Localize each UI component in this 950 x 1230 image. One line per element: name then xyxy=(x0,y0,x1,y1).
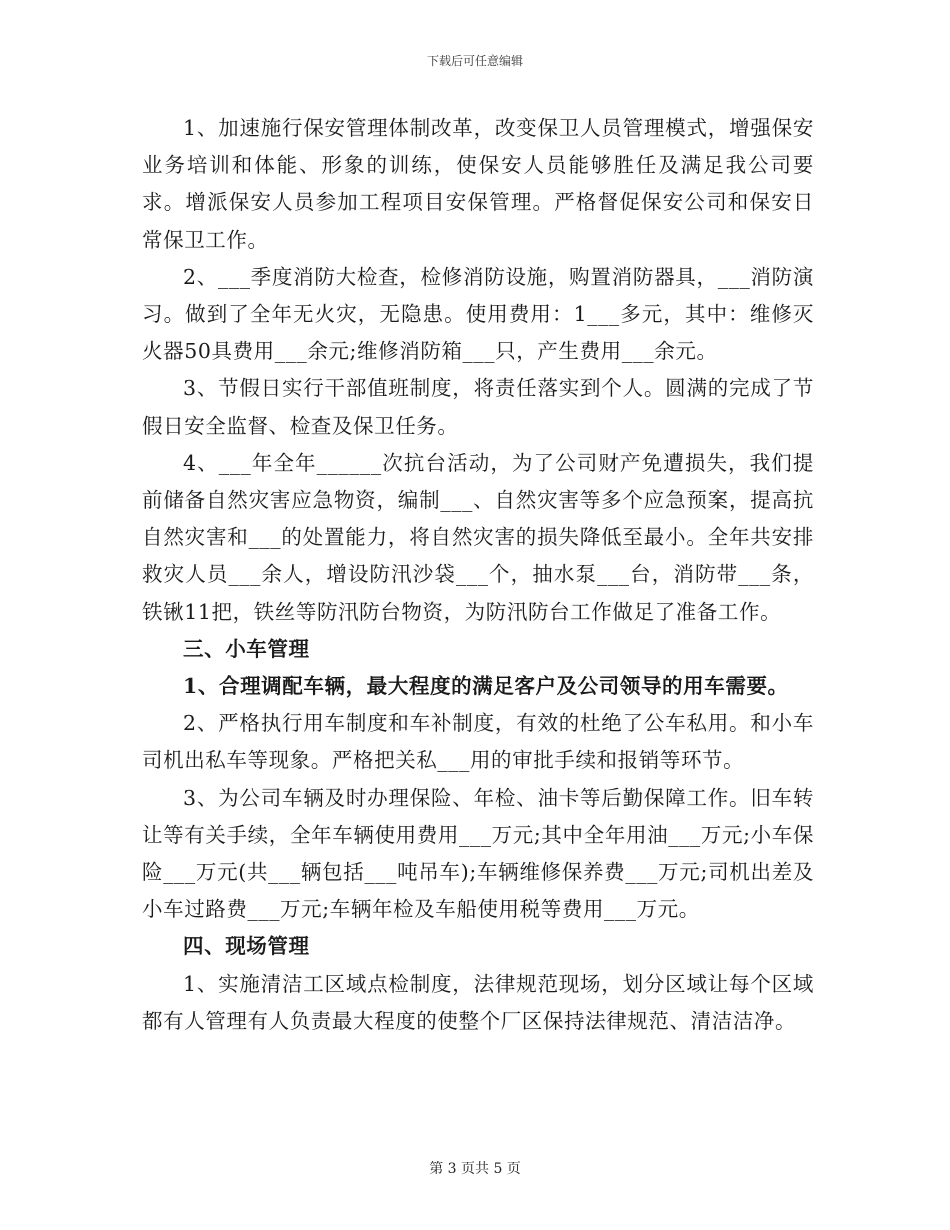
section-title-vehicle-management: 三、小车管理 xyxy=(183,636,310,661)
section-title-site-management: 四、现场管理 xyxy=(183,934,310,959)
paragraph-vehicle-rules: 2、严格执行用车制度和车补制度，有效的杜绝了公车私用。和小车司机出私车等现象。严格把关私___用的审批手续和报销等环节。 xyxy=(142,711,814,773)
paragraph-typhoon-prevention: 4、___年全年______次抗台活动，为了公司财产免遭损失，我们提前储备自然灾害应急物资，编制___、自然灾害等多个应急预案，提高抗自然灾害和___的处置能力，将自然灾害的损失降低至最小。全年共安排救灾人员___余人，增设防汛沙袋___个，抽水泵___台，消防带___条，铁锹11把，铁丝等防汛防台物资，为防汛防台工作做足了准备工作。 xyxy=(142,450,814,624)
document-body xyxy=(142,110,814,1040)
page-number: 第 3 页共 5 页 xyxy=(429,1161,521,1177)
paragraph-holiday-duty: 3、节假日实行干部值班制度，将责任落实到个人。圆满的完成了节假日安全监督、检查及保卫任务。 xyxy=(142,376,814,438)
paragraph-vehicle-allocation: 1、合理调配车辆，最大程度的满足客户及公司领导的用车需要。 xyxy=(183,674,789,699)
paragraph-cleaning-zones: 1、实施清洁工区域点检制度，法律规范现场，划分区域让每个区域都有人管理有人负责最大程度的使整个厂区保持法律规范、清洁洁净。 xyxy=(142,971,814,1033)
paragraph-vehicle-costs: 3、为公司车辆及时办理保险、年检、油卡等后勤保障工作。旧车转让等有关手续，全年车辆使用费用___万元;其中全年用油___万元;小车保险___万元(共___辆包括___吨吊车);车辆维修保养费___万元;司机出差及小车过路费___万元;车辆年检及车船使用税等费用___万元。 xyxy=(142,785,814,922)
paragraph-fire-inspection: 2、___季度消防大检查，检修消防设施，购置消防器具，___消防演习。做到了全年无火灾，无隐患。使用费用：1___多元，其中：维修灭火器50具费用___余元;维修消防箱___只，产生费用___余元。 xyxy=(142,264,814,364)
paragraph-security-reform: 1、加速施行保安管理体制改革，改变保卫人员管理模式，增强保安业务培训和体能、形象的训练，使保安人员能够胜任及满足我公司要求。增派保安人员参加工程项目安保管理。严格督促保安公司和保安日常保卫工作。 xyxy=(142,116,814,252)
page-header: 下载后可任意编辑 xyxy=(426,54,523,68)
